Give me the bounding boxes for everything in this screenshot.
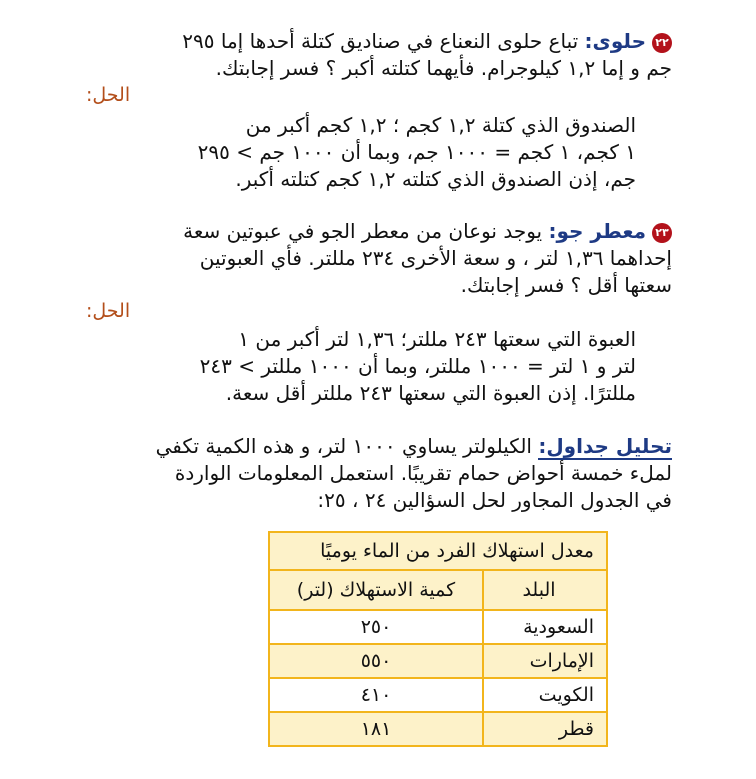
- table-row: [269, 678, 607, 712]
- table-row: [269, 610, 607, 644]
- solution-line: العبوة التي سعتها ٢٤٣ مللتر؛ ١,٣٦ لتر أكبر من ١: [238, 327, 636, 351]
- solution-22: [76, 112, 636, 193]
- question-22-line-1: [82, 28, 672, 55]
- usage-cell: ٥٥٠: [269, 644, 483, 678]
- question-number-badge: ٢٣: [652, 223, 672, 243]
- solution-line: ١ كجم، ١ كجم = ١٠٠٠ جم، وبما أن ١٠٠٠ جم > ٢٩٥: [197, 140, 636, 164]
- solution-line: مللترًا. إذن العبوة التي سعتها ٢٤٣ مللتر أقل سعة.: [225, 381, 636, 405]
- tables-section: [82, 433, 672, 514]
- tables-section-line-1: [82, 433, 672, 460]
- question-number-badge: ٢٢: [652, 33, 672, 53]
- question-23-line-3: سعتها أقل ؟ فسر إجابتك.: [460, 273, 672, 297]
- question-text: يوجد نوعان من معطر الجو في عبوتين سعة: [183, 219, 549, 243]
- section-title: تحليل جداول:: [538, 434, 672, 458]
- tables-section-line-3: في الجدول المجاور لحل السؤالين ٢٤ ، ٢٥:: [317, 488, 672, 512]
- question-22-line-2: جم و إما ١,٢ كيلوجرام. فأيهما كتلته أكبر ؟ فسر إجابتك.: [215, 56, 672, 80]
- solution-label: الحل:: [86, 84, 131, 106]
- country-cell: قطر: [483, 712, 607, 746]
- question-22: [82, 28, 672, 82]
- question-text: تباع حلوى النعناع في صناديق كتلة أحدها إما ٢٩٥: [182, 29, 585, 53]
- solution-23: [76, 326, 636, 407]
- section-text: الكيلولتر يساوي ١٠٠٠ لتر، و هذه الكمية تكفي: [155, 434, 539, 458]
- tables-section-line-2: لملء خمسة أحواض حمام تقريبًا. استعمل المعلومات الواردة: [174, 461, 672, 485]
- table-row: [269, 712, 607, 746]
- solution-label: الحل:: [86, 300, 131, 322]
- usage-cell: ٤١٠: [269, 678, 483, 712]
- water-consumption-table: [268, 531, 608, 747]
- country-cell: الإمارات: [483, 644, 607, 678]
- usage-cell: ٢٥٠: [269, 610, 483, 644]
- table-caption: معدل استهلاك الفرد من الماء يوميًا: [269, 532, 607, 570]
- country-cell: الكويت: [483, 678, 607, 712]
- column-header-usage: كمية الاستهلاك (لتر): [269, 570, 483, 610]
- question-23: [82, 218, 672, 299]
- question-title: حلوى:: [584, 29, 646, 53]
- table-header-row: [269, 570, 607, 610]
- question-title: معطر جو:: [548, 219, 646, 243]
- column-header-country: البلد: [483, 570, 607, 610]
- usage-cell: ١٨١: [269, 712, 483, 746]
- question-23-line-2: إحداهما ١,٣٦ لتر ، و سعة الأخرى ٢٣٤ مللتر. فأي العبوتين: [199, 246, 672, 270]
- solution-line: الصندوق الذي كتلة ١,٢ كجم ؛ ١,٢ كجم أكبر من: [245, 113, 636, 137]
- table-row: [269, 644, 607, 678]
- country-cell: السعودية: [483, 610, 607, 644]
- solution-line: لتر و ١ لتر = ١٠٠٠ مللتر، وبما أن ١٠٠٠ مللتر > ٢٤٣: [199, 354, 636, 378]
- question-23-line-1: [82, 218, 672, 245]
- solution-line: جم، إذن الصندوق الذي كتلته ١,٢ كجم كتلته أكبر.: [235, 167, 636, 191]
